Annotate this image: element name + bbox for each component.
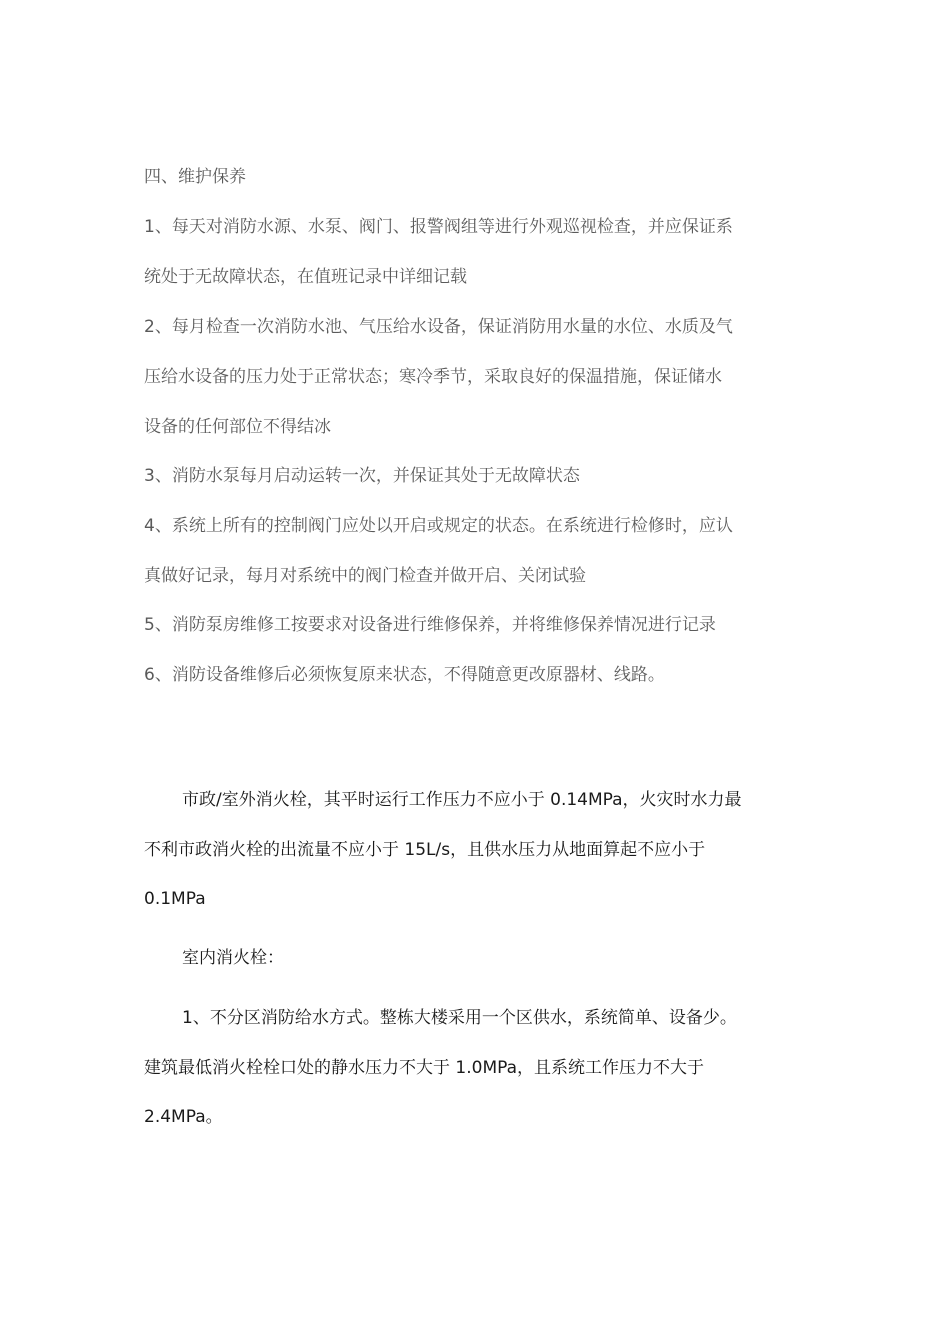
maintenance-item-2-line-1: 2、每月检查一次消防水池、气压给水设备，保证消防用水量的水位、水质及气 [144, 317, 733, 337]
maintenance-heading: 四、维护保养 [144, 167, 246, 187]
hydrant-outdoor-line-1: 市政/室外消火栓，其平时运行工作压力不应小于 0.14MPa，火灾时水力最 [182, 790, 742, 810]
hydrant-indoor-item-1-line-3: 2.4MPa。 [144, 1107, 223, 1127]
hydrant-outdoor-line-2: 不利市政消火栓的出流量不应小于 15L/s，且供水压力从地面算起不应小于 [144, 840, 706, 860]
maintenance-item-3: 3、消防水泵每月启动运转一次，并保证其处于无故障状态 [144, 466, 580, 486]
hydrant-indoor-item-1-line-2: 建筑最低消火栓栓口处的静水压力不大于 1.0MPa，且系统工作压力不大于 [144, 1058, 705, 1078]
maintenance-item-4-line-2: 真做好记录，每月对系统中的阀门检查并做开启、关闭试验 [144, 566, 586, 586]
maintenance-item-4-line-1: 4、系统上所有的控制阀门应处以开启或规定的状态。在系统进行检修时，应认 [144, 516, 733, 536]
maintenance-item-2-line-3: 设备的任何部位不得结冰 [144, 417, 331, 437]
maintenance-item-1-line-2: 统处于无故障状态，在值班记录中详细记载 [144, 267, 467, 287]
maintenance-item-6: 6、消防设备维修后必须恢复原来状态，不得随意更改原器材、线路。 [144, 665, 665, 685]
hydrant-indoor-heading: 室内消火栓： [182, 948, 284, 968]
hydrant-outdoor-line-3: 0.1MPa [144, 889, 206, 909]
maintenance-item-2-line-2: 压给水设备的压力处于正常状态；寒冷季节，采取良好的保温措施，保证储水 [144, 367, 722, 387]
maintenance-item-5: 5、消防泵房维修工按要求对设备进行维修保养，并将维修保养情况进行记录 [144, 615, 716, 635]
hydrant-indoor-item-1-line-1: 1、不分区消防给水方式。整栋大楼采用一个区供水，系统简单、设备少。 [182, 1008, 737, 1028]
maintenance-item-1-line-1: 1、每天对消防水源、水泵、阀门、报警阀组等进行外观巡视检查，并应保证系 [144, 217, 733, 237]
